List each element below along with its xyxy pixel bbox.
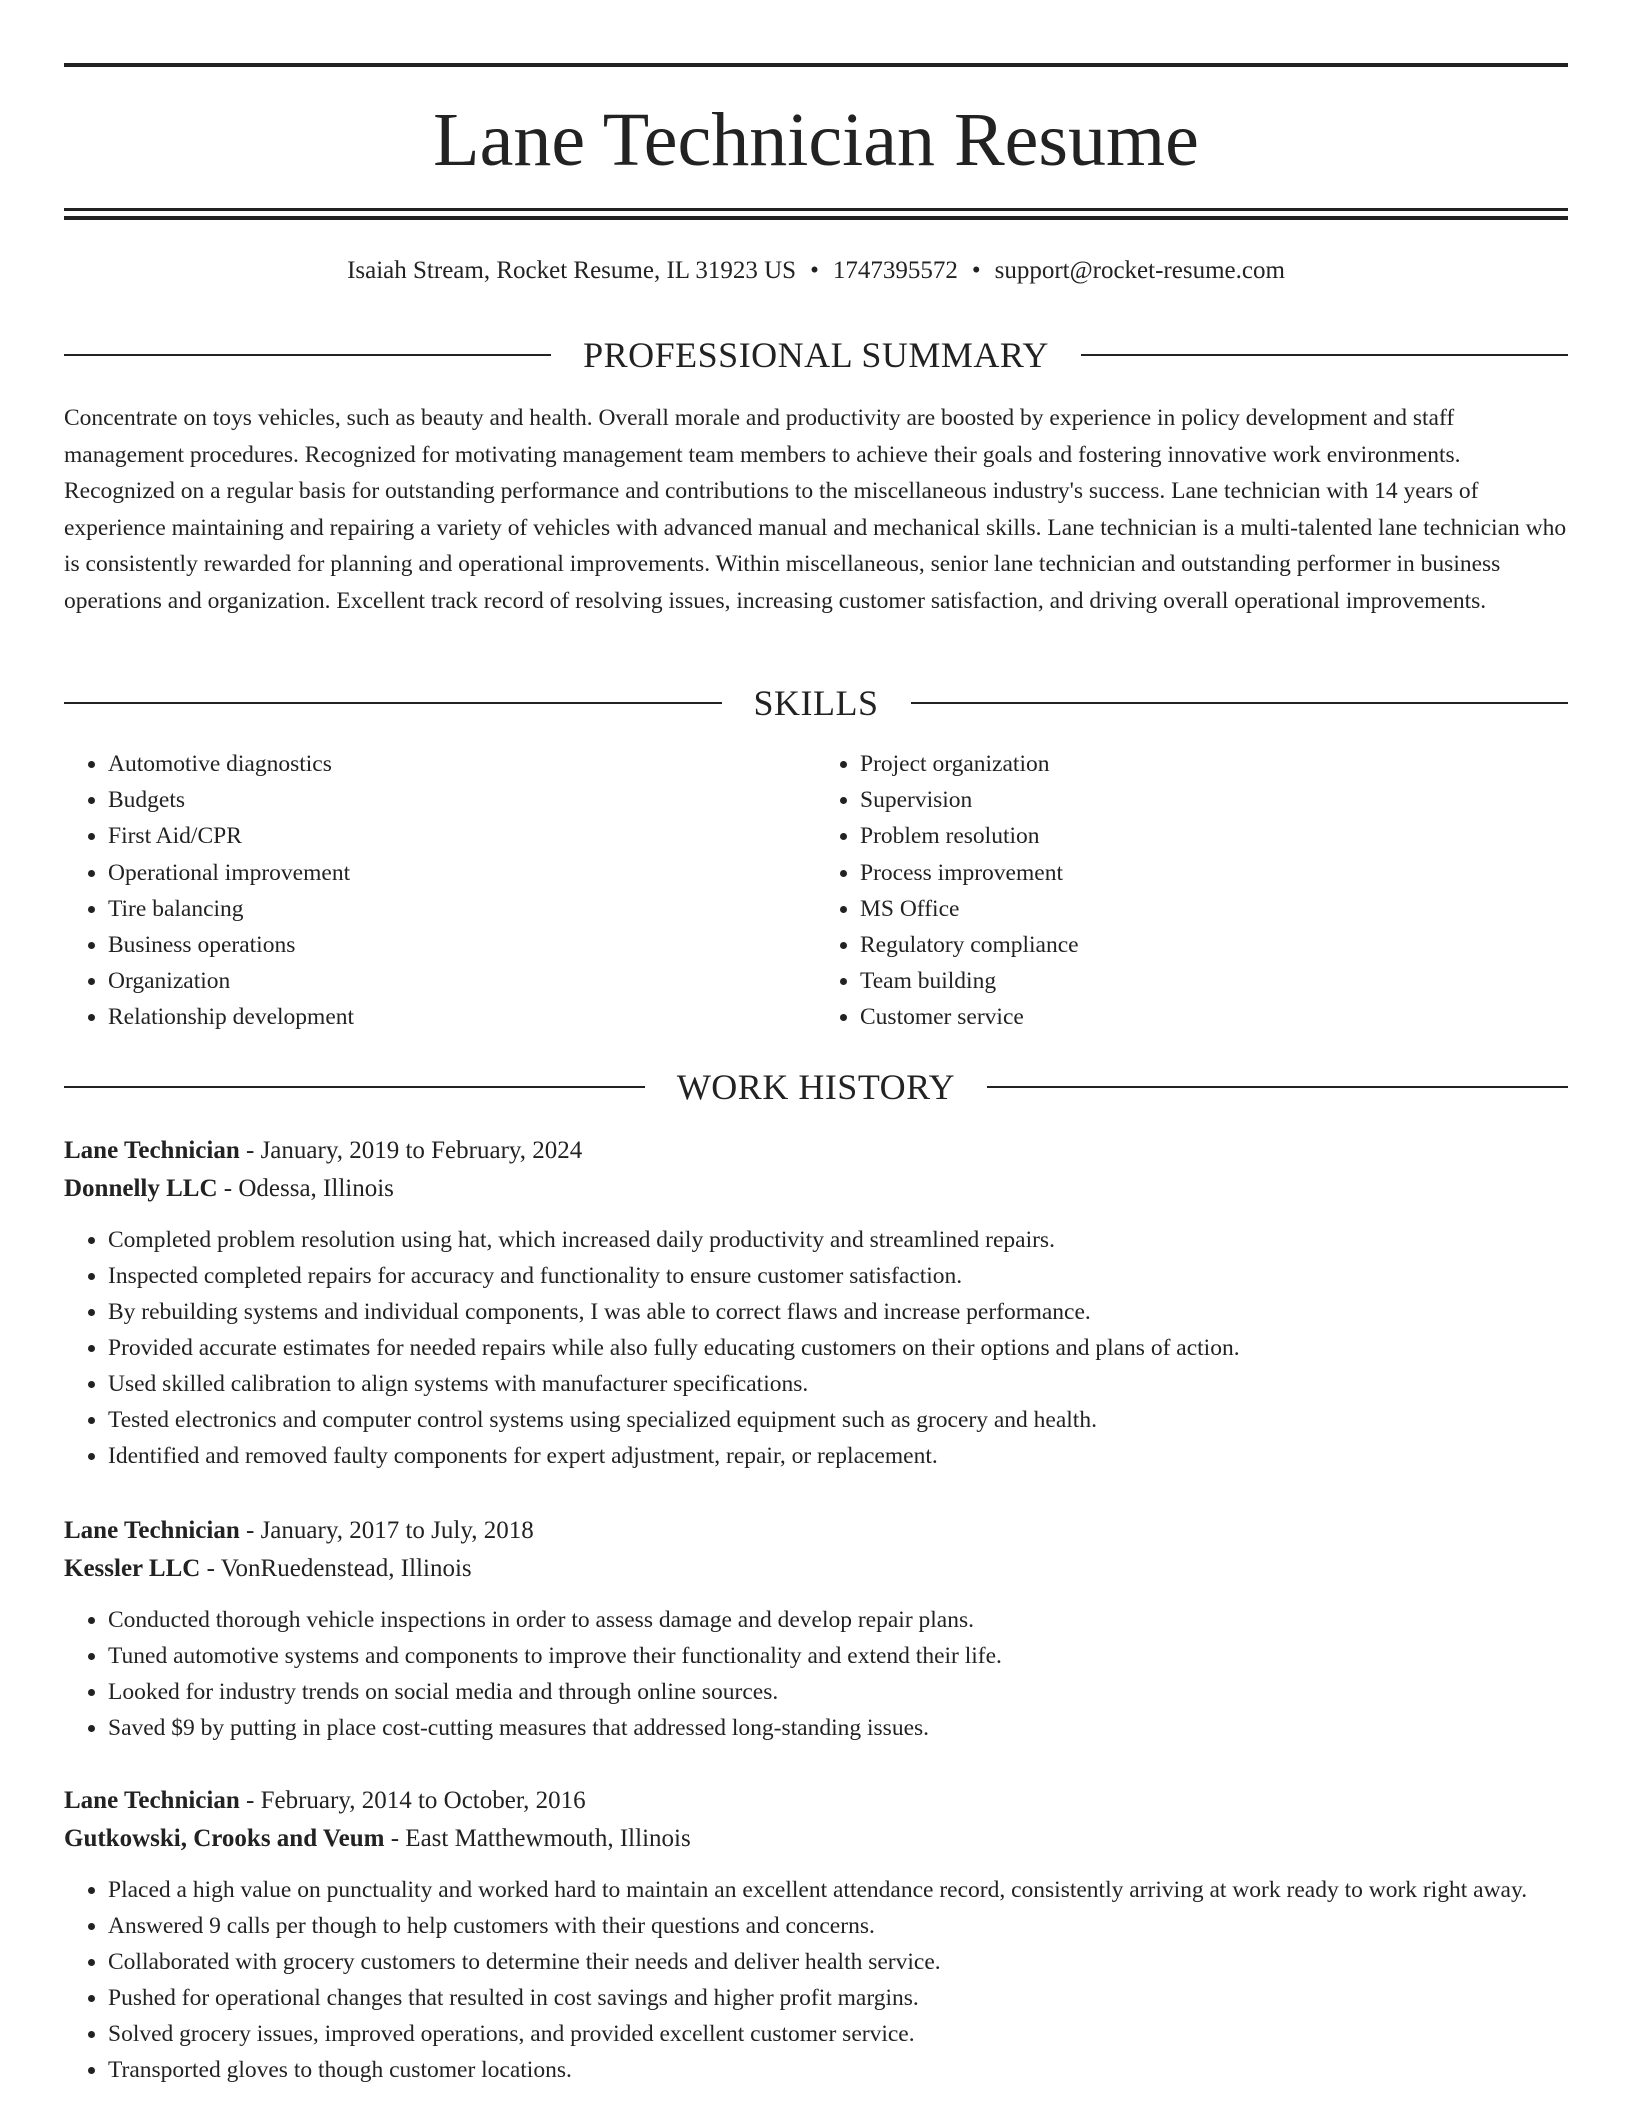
job-bullets bbox=[64, 1872, 1568, 2088]
job-bullet: • Tested electronics and computer control systems using specialized equipment such as grocery and health. bbox=[108, 1402, 1568, 1438]
job-bullet: • Answered 9 calls per though to help customers with their questions and concerns. bbox=[108, 1908, 1568, 1944]
job-location: - VonRuedenstead, Illinois bbox=[200, 1555, 472, 1582]
contact-phone: 1747395572 bbox=[832, 257, 958, 284]
job-company-line bbox=[64, 1820, 1568, 1858]
job-dates: - January, 2017 to July, 2018 bbox=[239, 1517, 534, 1544]
skill-item: • Automotive diagnostics bbox=[108, 746, 816, 782]
job-bullet: • Collaborated with grocery customers to determine their needs and deliver health service. bbox=[108, 1944, 1568, 1980]
job-bullet: • Placed a high value on punctuality and worked hard to maintain an excellent attendance record, consistently arriving at work ready to work right away. bbox=[108, 1872, 1568, 1908]
job-dates: - January, 2019 to February, 2024 bbox=[239, 1137, 583, 1164]
heading-rule-left bbox=[64, 702, 722, 704]
skill-item: • Customer service bbox=[860, 999, 1568, 1035]
summary-heading-label: PROFESSIONAL SUMMARY bbox=[583, 335, 1049, 375]
job-bullet: • Completed problem resolution using hat, which increased daily productivity and streamlined repairs. bbox=[108, 1222, 1568, 1258]
job-entry bbox=[64, 1512, 1568, 1746]
job-title: Lane Technician bbox=[64, 1137, 240, 1164]
job-title-line bbox=[64, 1512, 1568, 1550]
skills-heading-label: SKILLS bbox=[753, 683, 879, 723]
heading-rule-left bbox=[64, 354, 551, 356]
job-company: Kessler LLC bbox=[64, 1555, 201, 1582]
skill-item: • Process improvement bbox=[860, 855, 1568, 891]
skill-item: • Tire balancing bbox=[108, 891, 816, 927]
job-bullet: • Tuned automotive systems and components to improve their functionality and extend their life. bbox=[108, 1638, 1568, 1674]
job-bullet: • Inspected completed repairs for accuracy and functionality to ensure customer satisfaction. bbox=[108, 1258, 1568, 1294]
top-rule bbox=[64, 63, 1568, 67]
skill-item: • Project organization bbox=[860, 746, 1568, 782]
job-company-line bbox=[64, 1550, 1568, 1588]
work-history-heading bbox=[64, 1065, 1568, 1109]
job-location: - Odessa, Illinois bbox=[217, 1175, 394, 1202]
job-dates: - February, 2014 to October, 2016 bbox=[239, 1787, 586, 1814]
job-location: - East Matthewmouth, Illinois bbox=[384, 1825, 691, 1852]
job-bullet: • Solved grocery issues, improved operations, and provided excellent customer service. bbox=[108, 2016, 1568, 2052]
job-title-line bbox=[64, 1132, 1568, 1170]
job-bullet: • Saved $9 by putting in place cost-cutting measures that addressed long-standing issues. bbox=[108, 1710, 1568, 1746]
job-bullet: • Used skilled calibration to align systems with manufacturer specifications. bbox=[108, 1366, 1568, 1402]
title-rule-upper bbox=[64, 208, 1568, 211]
contact-address: Isaiah Stream, Rocket Resume, IL 31923 US bbox=[347, 257, 797, 284]
contact-separator: • bbox=[971, 257, 981, 284]
job-company-line bbox=[64, 1170, 1568, 1208]
job-bullets bbox=[64, 1602, 1568, 1746]
skills-heading bbox=[64, 681, 1568, 725]
skill-item: • Problem resolution bbox=[860, 818, 1568, 854]
skill-item: • Organization bbox=[108, 963, 816, 999]
title-rule-lower bbox=[64, 216, 1568, 220]
job-entry bbox=[64, 1132, 1568, 1474]
skills-list bbox=[64, 746, 1568, 1036]
skill-item: • First Aid/CPR bbox=[108, 818, 816, 854]
skill-item: • Operational improvement bbox=[108, 855, 816, 891]
job-bullets bbox=[64, 1222, 1568, 1474]
contact-email: support@rocket-resume.com bbox=[994, 257, 1285, 284]
skills-column-right bbox=[816, 746, 1568, 1036]
job-bullet: • Conducted thorough vehicle inspections in order to assess damage and develop repair plans. bbox=[108, 1602, 1568, 1638]
skill-item: • Relationship development bbox=[108, 999, 816, 1035]
contact-separator: • bbox=[810, 257, 819, 284]
skill-item: • Supervision bbox=[860, 782, 1568, 818]
heading-rule-right bbox=[987, 1086, 1568, 1088]
job-bullet: • Looked for industry trends on social media and through online sources. bbox=[108, 1674, 1568, 1710]
job-entry bbox=[64, 1782, 1568, 2088]
job-company: Gutkowski, Crooks and Veum bbox=[64, 1825, 385, 1852]
job-bullet: • Identified and removed faulty components for expert adjustment, repair, or replacement. bbox=[108, 1438, 1568, 1474]
job-bullet: • Pushed for operational changes that resulted in cost savings and higher profit margins. bbox=[108, 1980, 1568, 2016]
job-title: Lane Technician bbox=[64, 1517, 240, 1544]
summary-heading bbox=[64, 333, 1568, 377]
job-title: Lane Technician bbox=[64, 1787, 240, 1814]
resume-title: Lane Technician Resume bbox=[433, 98, 1199, 182]
job-title-line bbox=[64, 1782, 1568, 1820]
skill-item: • MS Office bbox=[860, 891, 1568, 927]
contact-line bbox=[64, 252, 1568, 290]
skill-item: • Team building bbox=[860, 963, 1568, 999]
skill-item: • Business operations bbox=[108, 927, 816, 963]
skill-item: • Regulatory compliance bbox=[860, 927, 1568, 963]
skills-column-left bbox=[64, 746, 816, 1036]
job-bullet: • By rebuilding systems and individual components, I was able to correct flaws and increase performance. bbox=[108, 1294, 1568, 1330]
heading-rule-right bbox=[1081, 354, 1568, 356]
job-bullet: • Provided accurate estimates for needed repairs while also fully educating customers on their options and plans of action. bbox=[108, 1330, 1568, 1366]
skill-item: • Budgets bbox=[108, 782, 816, 818]
heading-rule-right bbox=[911, 702, 1569, 704]
heading-rule-left bbox=[64, 1086, 645, 1088]
professional-summary: Concentrate on toys vehicles, such as beauty and health. Overall morale and productivity are boosted by experience in policy development and staff management procedures. Recognized for motivating management team members to achieve their goals and fostering innovative work environments. Recognized on a regular basis for outstanding performance and contributions to the miscellaneous industry's success. Lane technician with 14 years of experience maintaining and repairing a variety of vehicles with advanced manual and mechanical skills. Lane technician is a multi-talented lane technician who is consistently rewarded for planning and operational improvements. Within miscellaneous, senior lane technician and outstanding performer in business operations and organization. Excellent track record of resolving issues, increasing customer satisfaction, and driving overall operational improvements. bbox=[64, 405, 1567, 614]
job-bullet: • Transported gloves to though customer locations. bbox=[108, 2052, 1568, 2088]
work-history-heading-label: WORK HISTORY bbox=[676, 1067, 956, 1107]
job-company: Donnelly LLC bbox=[64, 1175, 218, 1202]
